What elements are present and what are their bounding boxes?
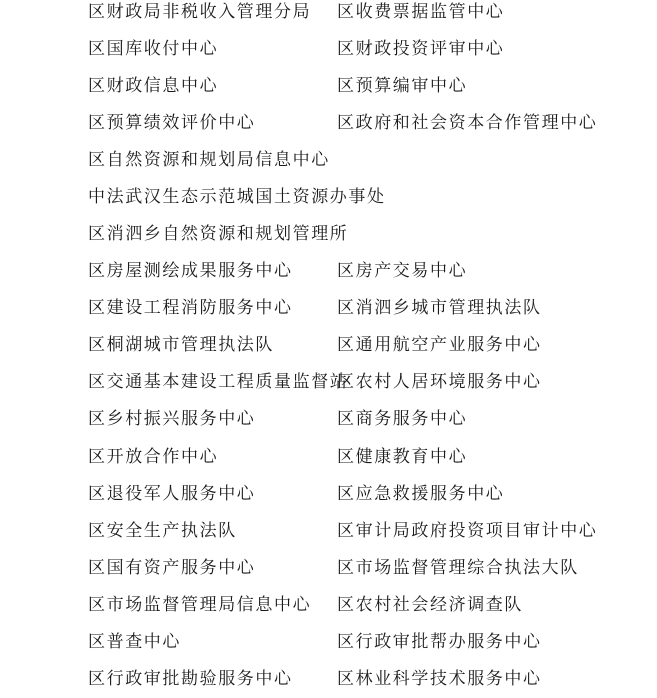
list-row [0,71,657,101]
list-row [0,404,657,434]
list-row [0,182,657,212]
unit-name-left: 区财政信息中心 [88,76,219,96]
unit-name-left: 区自然资源和规划局信息中心 [88,150,330,170]
unit-name-left: 区市场监督管理局信息中心 [88,595,312,615]
unit-name-left: 区国有资产服务中心 [88,558,256,578]
unit-name-left: 区财政局非税收入管理分局 [88,2,312,22]
list-row [0,367,657,397]
list-row [0,479,657,509]
unit-name-right: 区房产交易中心 [337,261,468,281]
unit-name-right: 区审计局政府投资项目审计中心 [337,521,598,541]
list-row [0,627,657,657]
unit-name-right: 区消泗乡城市管理执法队 [337,298,542,318]
list-row [0,145,657,175]
unit-name-right: 区政府和社会资本合作管理中心 [337,113,598,133]
unit-name-right: 区农村人居环境服务中心 [337,372,542,392]
list-row [0,516,657,546]
unit-name-left: 区开放合作中心 [88,447,219,467]
unit-name-left: 区乡村振兴服务中心 [88,409,256,429]
list-row [0,108,657,138]
unit-name-right: 区健康教育中心 [337,447,468,467]
unit-name-left: 区交通基本建设工程质量监督站 [88,372,349,392]
unit-name-right: 区行政审批帮办服务中心 [337,632,542,652]
unit-name-right: 区商务服务中心 [337,409,468,429]
unit-name-right: 区预算编审中心 [337,76,468,96]
unit-name-right: 区农村社会经济调查队 [337,595,523,615]
list-row [0,293,657,323]
unit-name-left: 区消泗乡自然资源和规划管理所 [88,224,349,244]
unit-name-right: 区收费票据监管中心 [337,2,505,22]
unit-name-right: 区林业科学技术服务中心 [337,669,542,689]
unit-name-left: 区国库收付中心 [88,39,219,59]
unit-name-left: 中法武汉生态示范城国土资源办事处 [88,187,386,207]
unit-name-right: 区财政投资评审中心 [337,39,505,59]
unit-name-left: 区房屋测绘成果服务中心 [88,261,293,281]
unit-name-right: 区通用航空产业服务中心 [337,335,542,355]
unit-name-right: 区应急救援服务中心 [337,484,505,504]
list-row [0,590,657,620]
list-row [0,0,657,27]
unit-name-left: 区预算绩效评价中心 [88,113,256,133]
unit-name-left: 区建设工程消防服务中心 [88,298,293,318]
list-row [0,442,657,472]
unit-name-left: 区安全生产执法队 [88,521,237,541]
unit-name-left: 区退役军人服务中心 [88,484,256,504]
unit-name-left: 区普查中心 [88,632,181,652]
list-row [0,664,657,694]
list-row [0,219,657,249]
list-row [0,330,657,360]
unit-name-right: 区市场监督管理综合执法大队 [337,558,579,578]
list-row [0,256,657,286]
unit-name-left: 区行政审批勘验服务中心 [88,669,293,689]
list-row [0,34,657,64]
list-row [0,553,657,583]
unit-name-left: 区桐湖城市管理执法队 [88,335,274,355]
